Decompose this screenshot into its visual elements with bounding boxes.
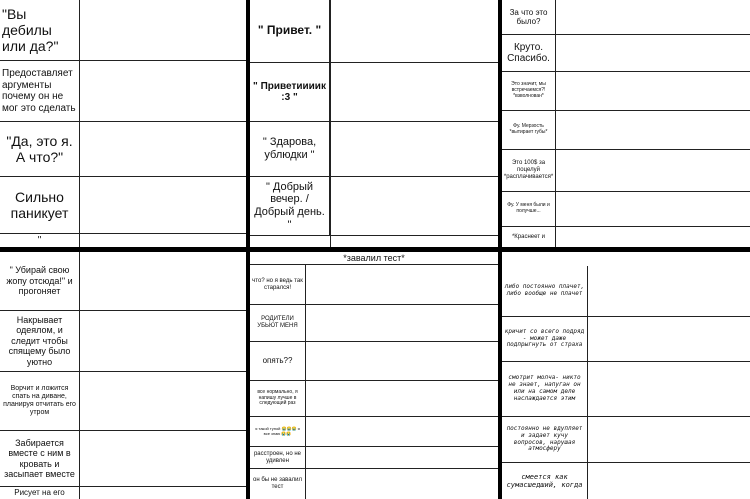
p1-row-label: Предоставляет аргументы почему он не мог это сделать — [0, 61, 80, 121]
panel-title: *завалил тест* — [250, 252, 498, 265]
p6-row-label: смотрит молча- никто не знает, напуган он или на самом деле наслаждается этим — [502, 362, 588, 416]
p3-row-label: Круто. Спасибо. — [502, 35, 556, 71]
p3-row-label: Фу. У меня были и получше... — [502, 192, 556, 226]
panel-4-sleep-reactions — [0, 252, 246, 499]
p5-row-label: он бы не завалил тест — [250, 469, 306, 499]
p3-row-label: Это значит, мы встречаемся?! *взволнован* — [502, 72, 556, 110]
p5-row-label: опять?? — [250, 342, 306, 380]
p4-row-label: " Убирай свою жопу отсюда!" и прогоняет — [0, 252, 80, 310]
p6-row-label: смеется как сумасшедший, когда — [502, 463, 588, 499]
p5-row-label: я такой тупой 😭😭😭 я все знаю 😭😭 — [250, 417, 306, 446]
p6-row-label: кричит со всего подряд - может даже подпрыгнуть от страха — [502, 317, 588, 361]
p4-row-label: Рисует на его — [0, 487, 80, 499]
p5-row-label: все нормально, я напишу лучше в следующий раз — [250, 381, 306, 416]
p1-row-label: "Вы дебилы или да?" — [0, 0, 80, 60]
panel-1-reactions — [0, 0, 246, 247]
p1-row-label: Сильно паникует — [0, 177, 80, 233]
p3-row-label: *Краснеет и — [502, 227, 556, 247]
p3-row-label: За что это было? — [502, 0, 556, 34]
p1-row-label: " — [0, 234, 80, 247]
p3-row-label: Это 100$ за поцелуй *расплачивается* — [502, 150, 556, 191]
p2-row-label: " Здарова, ублюдки " — [250, 122, 330, 176]
panel-3-kiss-reactions — [502, 0, 750, 247]
p2-row-label: " Добрый вечер. / Добрый день. " — [250, 177, 330, 235]
p3-row-label: Фу. Мерзость *вытирает губы* — [502, 111, 556, 149]
panel-5-failed-test — [250, 252, 498, 499]
panel-6-horror-movie — [502, 252, 750, 499]
p2-row-label: " Приветиииик :3 " — [250, 63, 330, 121]
panel-2-greetings — [250, 0, 498, 247]
p4-row-label: Забирается вместе с ним в кровать и засыпает вместе — [0, 431, 80, 486]
p1-row-label: "Да, это я. А что?" — [0, 122, 80, 176]
p2-row-label: " Привет. " — [250, 0, 330, 62]
p5-row-label: РОДИТЕЛИ УБЬЮТ МЕНЯ — [250, 305, 306, 341]
p6-row-label: либо постоянно плачет, либо вообще не плачет — [502, 266, 588, 316]
p4-row-label: Ворчит и ложится спать на диване, планируя отчитать его утром — [0, 372, 80, 430]
p5-row-label: что? но я ведь так старался! — [250, 265, 306, 304]
p5-row-label: расстроен, но не удивлен — [250, 447, 306, 468]
p4-row-label: Накрывает одеялом, и следит чтобы спящему было уютно — [0, 311, 80, 371]
p6-row-label: постоянно не вдупляет и задает кучу вопросов, нарушая атмосферу — [502, 417, 588, 462]
